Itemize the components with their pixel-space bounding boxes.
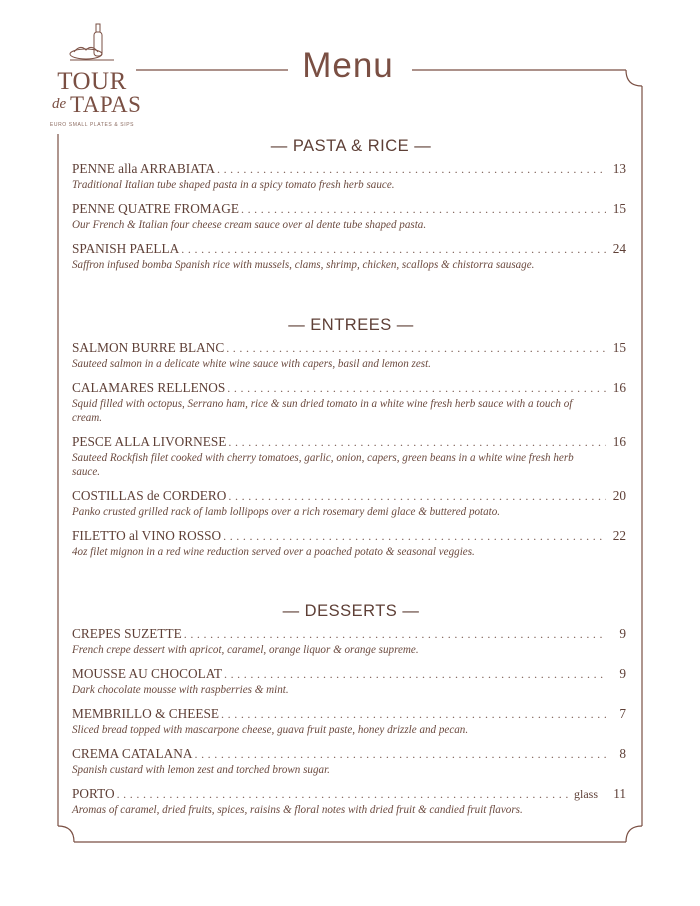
- leader-dots: [217, 160, 606, 178]
- item-price: 24: [612, 241, 626, 256]
- menu-item: [72, 527, 630, 559]
- leader-dots: [194, 745, 606, 763]
- leader-dots: [184, 625, 606, 643]
- item-description: Dark chocolate mousse with raspberries & mint.: [72, 684, 289, 696]
- item-price: 7: [619, 706, 626, 721]
- page-title: Menu: [302, 46, 394, 85]
- leader-dots: [228, 487, 606, 505]
- menu-item: [72, 487, 630, 519]
- item-description: Aromas of caramel, dried fruits, spices, raisins & floral notes with dried fruit & candied fruit flavors.: [72, 804, 523, 816]
- leader-dots: [226, 339, 606, 357]
- menu-item: [72, 200, 630, 232]
- item-price: 15: [612, 201, 626, 216]
- item-name: CREMA CATALANA: [72, 746, 193, 761]
- item-description: Spanish custard with lemon zest and torched brown sugar.: [72, 764, 330, 776]
- item-description: French crepe dessert with apricot, caramel, orange liquor & orange supreme.: [72, 644, 419, 656]
- menu-item: [72, 160, 630, 192]
- logo-line2b: TAPAS: [70, 92, 142, 117]
- item-description: Sauteed salmon in a delicate white wine sauce with capers, basil and lemon zest.: [72, 358, 431, 370]
- menu-item: [72, 745, 630, 777]
- item-name: PESCE ALLA LIVORNESE: [72, 434, 227, 449]
- item-description: Sliced bread topped with mascarpone cheese, guava fruit paste, honey drizzle and pecan.: [72, 724, 469, 736]
- item-description: Squid filled with octopus, Serrano ham, rice & sun dried tomato in a white wine fresh herb sauce with a touch of cream.: [72, 398, 573, 424]
- item-price: 16: [612, 380, 626, 395]
- item-price: 20: [612, 488, 626, 503]
- logo-line2a: de: [52, 96, 67, 112]
- item-unit: glass: [574, 787, 598, 801]
- leader-dots: [221, 705, 606, 723]
- section-title: — DESSERTS —: [282, 602, 420, 620]
- item-description: Sauteed Rockfish filet cooked with cherry tomatoes, garlic, onion, capers, green beans in a white wine fresh herb sauce.: [72, 452, 574, 478]
- menu-item: [72, 240, 630, 272]
- leader-dots: [223, 527, 606, 545]
- menu-item: [72, 785, 630, 817]
- item-name: CREPES SUZETTE: [72, 626, 182, 641]
- item-price: 22: [612, 528, 626, 543]
- item-description: Saffron infused bomba Spanish rice with mussels, clams, shrimp, chicken, scallops & chistorra sausage.: [72, 259, 535, 271]
- item-name: MOUSSE AU CHOCOLAT: [72, 666, 222, 681]
- item-name: SALMON BURRE BLANC: [72, 340, 225, 355]
- item-price: 13: [612, 161, 626, 176]
- leader-dots: [117, 785, 570, 803]
- menu-item: [72, 379, 630, 425]
- tapas-plate-icon: [66, 22, 118, 66]
- section-title: — ENTREES —: [288, 316, 414, 334]
- item-description: Traditional Italian tube shaped pasta in a spicy tomato fresh herb sauce.: [72, 179, 395, 191]
- item-name: CALAMARES RELLENOS: [72, 380, 226, 395]
- leader-dots: [227, 379, 606, 397]
- item-name: MEMBRILLO & CHEESE: [72, 706, 220, 721]
- item-name: SPANISH PAELLA: [72, 241, 180, 256]
- item-description: 4oz filet mignon in a red wine reduction served over a poached potato & seasonal veggies.: [72, 546, 475, 558]
- item-description: Panko crusted grilled rack of lamb lollipops over a rich rosemary demi glace & buttered potato.: [72, 506, 501, 518]
- item-price: 15: [612, 340, 626, 355]
- item-price: 8: [619, 746, 626, 761]
- item-name: FILETTO al VINO ROSSO: [72, 528, 222, 543]
- item-name: PENNE alla ARRABIATA: [72, 161, 215, 176]
- menu-item: [72, 339, 630, 371]
- logo-tagline: EURO SMALL PLATES & SIPS: [49, 122, 135, 128]
- logo-line1: TOUR: [57, 68, 127, 95]
- logo: [44, 20, 140, 130]
- item-description: Our French & Italian four cheese cream sauce over al dente tube shaped pasta.: [72, 219, 427, 231]
- item-name: PENNE QUATRE FROMAGE: [72, 201, 239, 216]
- section-pasta-rice: [72, 134, 630, 272]
- item-name: PORTO: [72, 786, 115, 801]
- menu-item: [72, 433, 630, 479]
- item-price: 11: [613, 786, 626, 801]
- menu-item: [72, 705, 630, 737]
- leader-dots: [224, 665, 606, 683]
- leader-dots: [228, 433, 606, 451]
- item-price: 9: [619, 626, 626, 641]
- item-price: 9: [619, 666, 626, 681]
- leader-dots: [241, 200, 606, 218]
- menu-item: [72, 625, 630, 657]
- section-title: — PASTA & RICE —: [270, 137, 432, 155]
- section-desserts: [72, 599, 630, 817]
- item-name: COSTILLAS de CORDERO: [72, 488, 227, 503]
- menu-item: [72, 665, 630, 697]
- item-price: 16: [612, 434, 626, 449]
- leader-dots: [181, 240, 606, 258]
- section-entrees: [72, 313, 630, 559]
